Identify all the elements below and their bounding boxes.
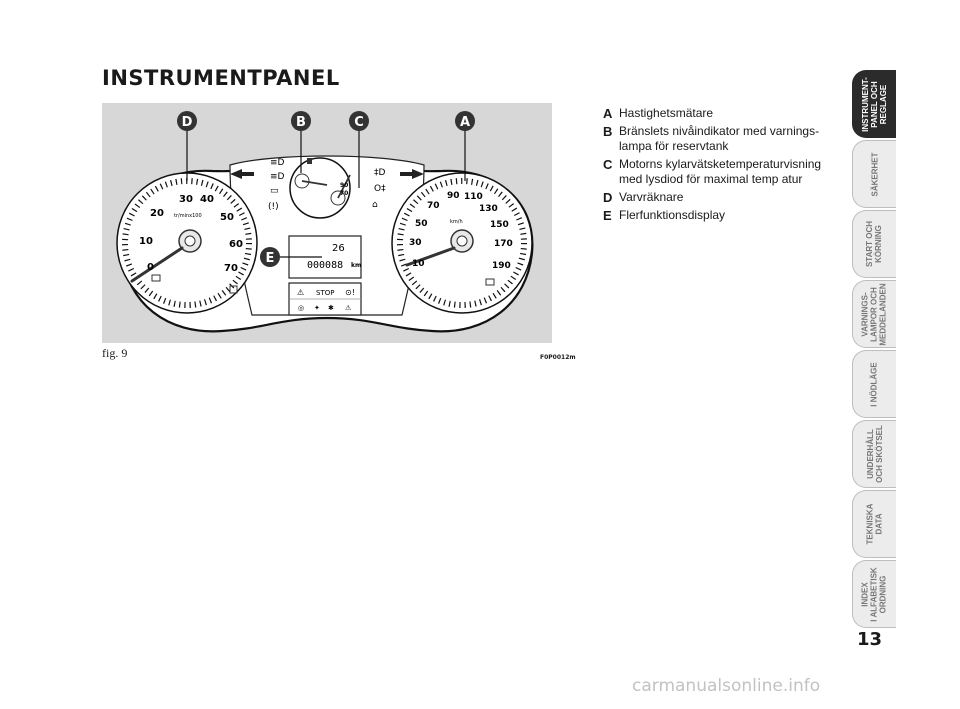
tab-start-och-korning[interactable] [852,210,896,278]
temp-label: 70 [340,190,349,197]
speedo-label: 110 [464,192,483,202]
speedo-label: 70 [427,201,440,211]
tab-label: UNDERHÅLL OCH SKÖTSEL [865,425,884,483]
rear-fog-icon: O‡ [374,184,386,194]
legend-letter: A [603,106,613,121]
fog-light-icon: ‡D [374,168,386,178]
figure-code: F0P0012m [540,354,576,361]
oil-warning-icon: ⊙! [345,288,355,297]
svg-text:C: C [354,115,364,130]
legend-text: Varvräknare [619,190,684,204]
svg-text:D: D [181,115,193,130]
speedo-label: 190 [492,261,511,271]
instrument-panel-figure [102,103,552,343]
tab-i-nodlage[interactable] [852,350,896,418]
svg-text:E: E [265,251,275,266]
speedo-label: 50 [415,219,428,229]
page-title: INSTRUMENTPANEL [102,66,340,90]
callout-e [260,247,280,267]
speedo-label: 10 [412,259,425,269]
abs-icon: ◎ [298,304,305,312]
odometer-unit: km [351,262,362,269]
tab-label: I NÖDLÄGE [870,361,880,407]
lowbeam-icon: ≡D [270,172,285,182]
tab-label: TEKNISKA DATA [865,503,884,545]
seatbelt-icon: ⌂ [372,200,378,210]
fuel-temp-gauge [290,158,350,218]
speedo-label: 90 [447,191,460,201]
tab-index[interactable] [852,560,896,628]
battery-icon: ▭ [270,186,279,196]
tacho-label: 30 [179,194,193,205]
speedo-label: 170 [494,239,513,249]
tab-varningslampor[interactable] [852,280,896,348]
tacho-label: 0 [147,262,154,273]
legend-text: Motorns kylarvätsketemperaturvisning med lysdiod för maximal temp atur [619,157,822,186]
legend-letter: D [603,190,613,205]
legend-item [603,106,828,121]
legend-item [603,208,828,223]
page-number: 13 [857,629,883,650]
legend-letter: E [603,208,612,223]
tab-label: SÄKERHET [870,151,880,197]
tab-label: INDEX I ALFABETISK ORDNING [861,566,888,622]
tacho-label: 70 [224,263,238,274]
speedo-label: 130 [479,204,498,214]
legend-text: Flerfunktionsdisplay [619,208,726,222]
instrument-cluster-illustration [102,103,552,343]
svg-text:A: A [459,115,471,130]
headlight-icon: ≡D [270,158,285,168]
speedo-unit: km/h [450,219,463,225]
tab-label: INSTRUMENT- PANEL OCH REGLAGE [861,76,889,132]
brake-icon: (!) [268,202,279,212]
multifunction-display [289,236,361,315]
tab-instrumentpanel[interactable] [852,70,896,138]
legend-letter: C [603,157,613,172]
tab-sakerhet[interactable] [852,140,896,208]
display-top-value: 26 [332,243,345,254]
temp-label: 90 [340,182,349,189]
svg-text:B: B [296,115,306,130]
warning-triangle-icon: ⚠ [297,288,305,297]
tab-tekniska-data[interactable] [852,490,896,558]
legend-text: Bränslets nivåindikator med varnings-lampa för reservtank [619,124,820,153]
tachometer-gauge [117,173,257,313]
stop-label: STOP [316,289,335,297]
callout-d [177,111,197,131]
legend-item [603,124,828,154]
passenger-icon: ✱ [328,304,334,312]
airbag-icon: ✦ [314,304,320,312]
callout-b [291,111,311,131]
watermark: carmanualsonline.info [632,676,821,696]
tacho-label: 40 [200,194,214,205]
callout-a [455,111,475,131]
legend-item [603,157,828,187]
legend-text: Hastighetsmätare [619,106,714,120]
figure-caption: fig. 9 [102,346,128,360]
tab-label: START OCH KÖRNING [865,220,884,268]
tacho-label: 10 [139,236,153,247]
speedometer-gauge [392,173,532,313]
caution-icon: ⚠ [345,304,352,312]
tacho-label: 20 [150,208,164,219]
callout-c [349,111,369,131]
speedo-label: 30 [409,238,422,248]
tacho-label: 50 [220,212,234,223]
legend-letter: B [603,124,613,139]
tab-label: VARNINGS- LAMPOR OCH MEDDELANDEN [861,282,889,346]
fuel-pump-icon [307,158,312,164]
legend-list [603,106,828,226]
tacho-unit: tr/minx100 [174,213,202,219]
odometer-value: 000088 [307,260,344,271]
tacho-label: 60 [229,239,243,250]
tab-underhall[interactable] [852,420,896,488]
legend-item [603,190,828,205]
speedo-label: 150 [490,220,509,230]
